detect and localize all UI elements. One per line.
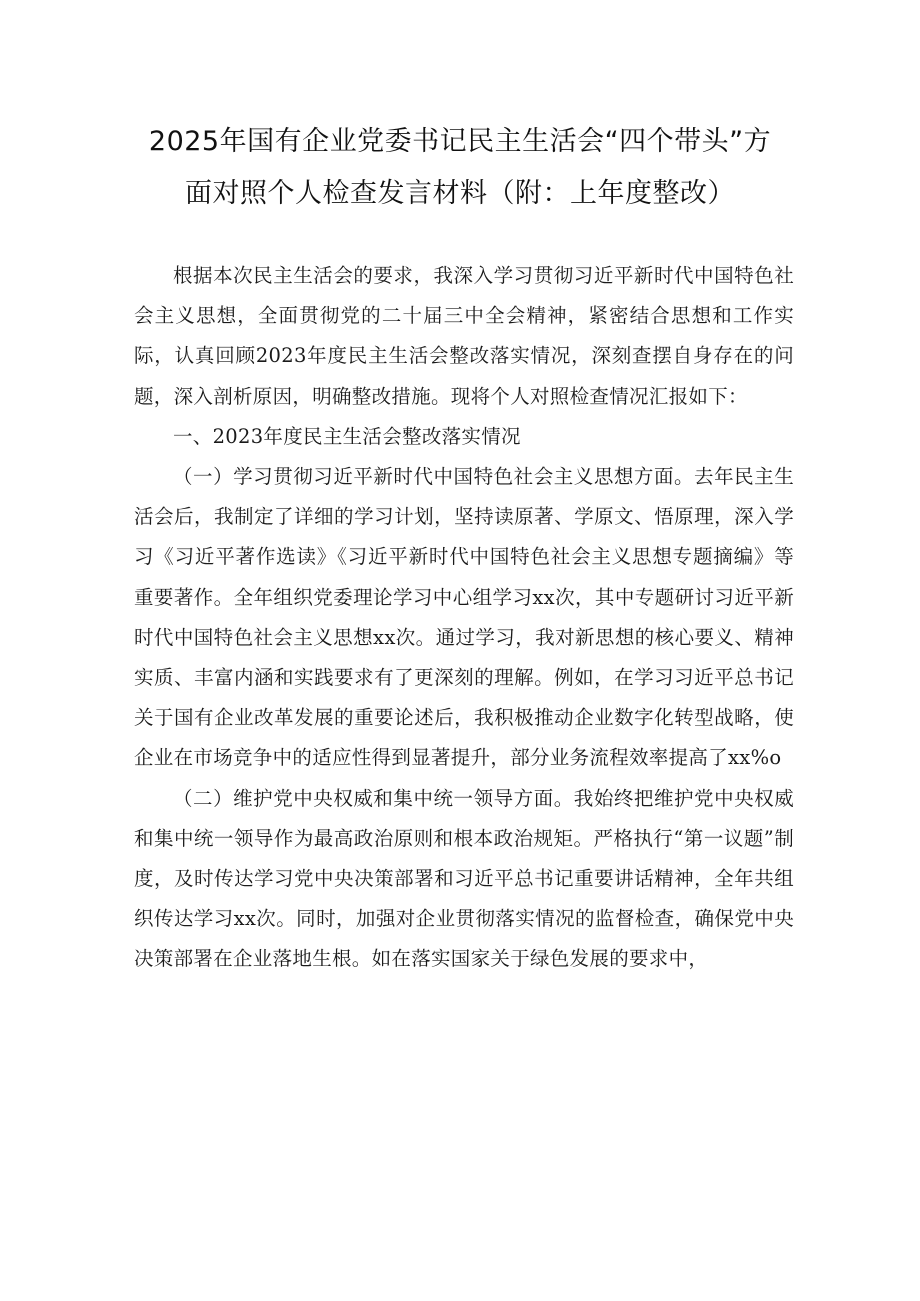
intro-paragraph: 根据本次民主生活会的要求，我深入学习贯彻习近平新时代中国特色社会主义思想，全面贯彻党的二十届三中全会精神，紧密结合思想和工作实际，认真回顾2023年度民主生活会整改落实情况，深刻查摆自身存在的问题，深入剖析原因，明确整改措施。现将个人对照检查情况汇报如下： [134, 264, 794, 408]
body-paragraph: （二）维护党中央权威和集中统一领导方面。我始终把维护党中央权威和集中统一领导作为最高政治原则和根本政治规矩。严格执行“第一议题”制度，及时传达学习党中央决策部署和习近平总书记重要讲话精神，全年共组织传达学习xx次。同时，加强对企业贯彻落实情况的监督检查，确保党中央决策部署在企业落地生根。如在落实国家关于绿色发展的要求中， [134, 786, 794, 971]
body-paragraph: （一）学习贯彻习近平新时代中国特色社会主义思想方面。去年民主生活会后，我制定了详细的学习计划，坚持读原著、学原文、悟原理，深入学习《习近平著作选读》《习近平新时代中国特色社会主义思想专题摘编》等重要著作。全年组织党委理论学习中心组学习xx次，其中专题研讨习近平新时代中国特色社会主义思想xx次。通过学习，我对新思想的核心要义、精神实质、丰富内涵和实践要求有了更深刻的理解。例如，在学习习近平总书记关于国有企业改革发展的重要论述后，我积极推动企业数字化转型战略，使企业在市场竞争中的适应性得到显著提升，部分业务流程效率提高了xx%o [134, 465, 794, 770]
section-heading: 一、2023年度民主生活会整改落实情况 [173, 424, 521, 448]
title-line-1: 2025年国有企业党委书记民主生活会“四个带头”方 [148, 126, 772, 157]
document-title [120, 116, 800, 220]
title-line-2: 面对照个人检查发言材料（附：上年度整改） [185, 178, 735, 209]
document-body [134, 256, 794, 980]
